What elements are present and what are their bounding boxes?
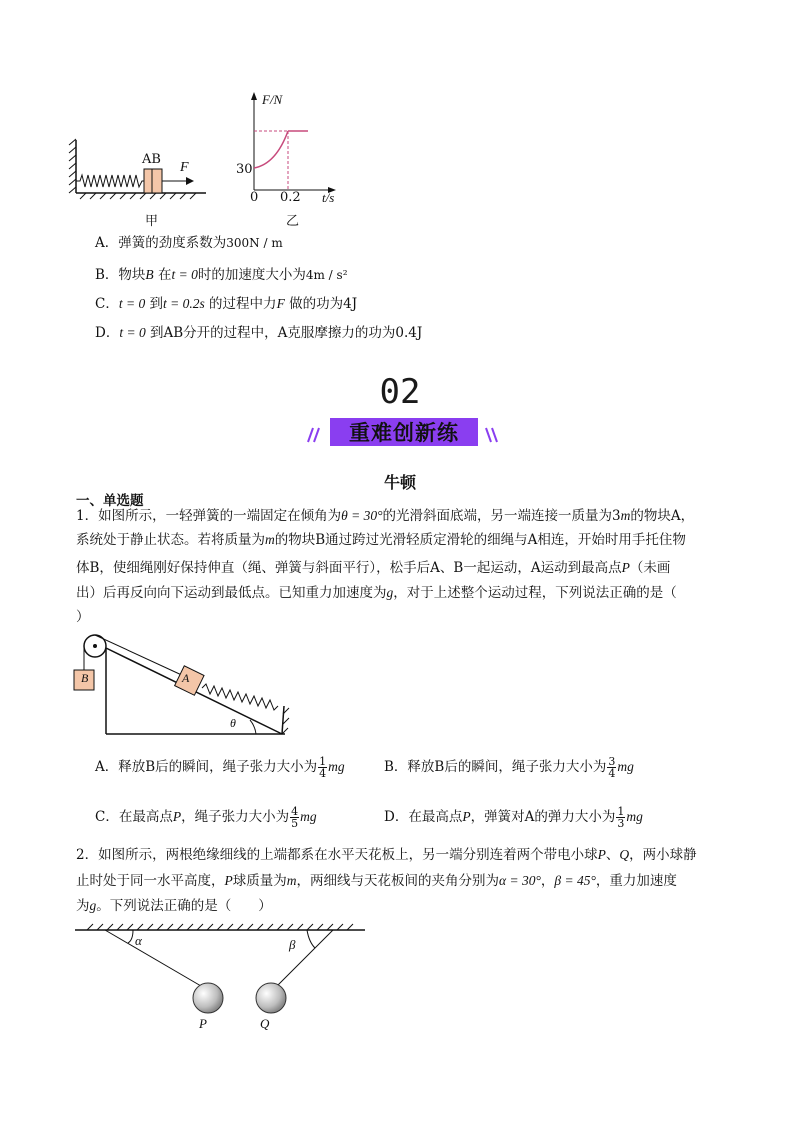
fig-theta-label: θ — [230, 716, 236, 730]
fig-block-b-label: B — [81, 671, 89, 685]
prev-option-c: C．t = 0 到t = 0.2s 的过程中力F 做的功为4J — [95, 296, 358, 312]
tick-y-30: 30 — [236, 162, 253, 177]
q1-line-2: 系统处于静止状态。若将质量为m的物块B通过跨过光滑轻质定滑轮的细绳与A相连，开始时用手托住物 — [76, 532, 686, 548]
fig-alpha-label: α — [135, 933, 142, 948]
fig-block-a-label: A — [182, 671, 190, 685]
q2-line-1: 2．如图所示，两根绝缘细线的上端都系在水平天花板上，另一端分别连着两个带电小球P、Q，两小球静 — [76, 847, 697, 863]
section-number: 02 — [379, 372, 421, 412]
badge-title: 重难创新练 — [349, 421, 459, 445]
axis-y-label: F/N — [262, 92, 283, 107]
tick-x-02: 0.2 — [280, 190, 301, 205]
q1-line-4: 出）后再反向向下运动到最低点。已知重力加速度为g，对于上述整个运动过程，下列说法正确的是（ — [76, 585, 677, 601]
tick-origin: 0 — [250, 190, 259, 205]
q2-line-2: 止时处于同一水平高度，P球质量为m，两细线与天花板间的夹角分别为α = 30°，β = 45°，重力加速度 — [76, 873, 677, 889]
prev-option-a: A．弹簧的劲度系数为300N / m — [95, 235, 283, 251]
caption-yi: 乙 — [286, 214, 300, 229]
q1-line-5: ） — [76, 609, 90, 625]
section-title: 牛顿 — [383, 473, 416, 492]
prev-option-d: D．t = 0 到AB分开的过程中，A克服摩擦力的功为0.4J — [95, 325, 423, 341]
heading-single-choice: 一、单选题 — [76, 493, 144, 509]
axis-x-label: t/s — [322, 190, 335, 205]
spring-block-figure — [66, 135, 216, 225]
q1-option-d: D．在最高点P，弹簧对A的弹力大小为 $\frac{1}{3}$ mg — [384, 805, 643, 830]
fig-ball-q-label: Q — [260, 1016, 270, 1031]
q1-option-a: A．释放B后的瞬间，绳子张力大小为 $\frac{1}{4}$ mg — [95, 755, 345, 780]
fig-beta-label: β — [289, 937, 296, 952]
caption-jia: 甲 — [145, 214, 159, 229]
prev-option-b: B．物块B 在t = 0时的加速度大小为4m / s² — [95, 267, 348, 283]
force-label: F — [180, 160, 189, 175]
q1-line-1: 1．如图所示，一轻弹簧的一端固定在倾角为θ = 30°的光滑斜面底端，另一端连接一质量为3m的物块A， — [76, 508, 695, 524]
q1-option-b: B．释放B后的瞬间，绳子张力大小为 $\frac{3}{4}$ mg — [384, 755, 634, 780]
q2-line-3: 为g。下列说法正确的是（ ） — [76, 898, 272, 914]
charged-balls-figure — [75, 920, 375, 1030]
q1-line-3: 体B，使细绳刚好保持伸直（绳、弹簧与斜面平行），松手后A、B一起运动，A运动到最高点P（未画 — [76, 560, 671, 576]
ab-label: AB — [142, 152, 161, 167]
fig-ball-p-label: P — [199, 1016, 207, 1031]
q1-option-c: C．在最高点P，绳子张力大小为 $\frac{4}{5}$ mg — [95, 805, 317, 830]
